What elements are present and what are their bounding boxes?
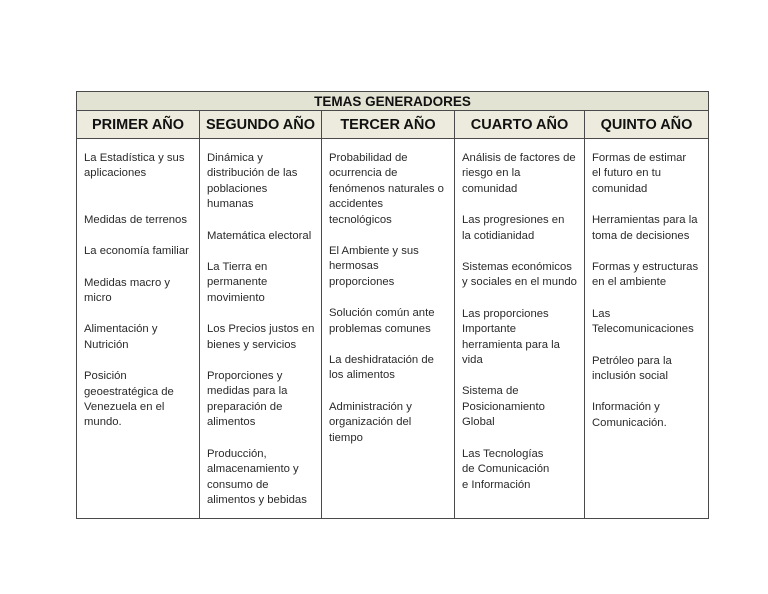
primer-ano-topics-cell xyxy=(77,139,200,519)
topic-item: Probabilidad de ocurrencia de fenómenos naturales o accidentes tecnológicos xyxy=(329,152,444,226)
topic-item: Las proporciones Importante herramienta para la vida xyxy=(462,307,560,367)
header-tercer-ano: TERCER AÑO xyxy=(322,111,455,139)
temas-generadores-table xyxy=(76,91,709,519)
topic-item: El Ambiente y sus hermosas proporciones xyxy=(329,245,419,288)
topic-item: Sistema de Posicionamiento Global xyxy=(462,385,545,429)
topic-item: Herramientas para la toma de decisiones xyxy=(592,214,698,242)
topic-item: Petróleo para la inclusión social xyxy=(592,354,672,383)
topic-item: Análisis de factores de riesgo en la comunidad xyxy=(462,152,576,195)
header-primer-ano: PRIMER AÑO xyxy=(77,111,200,139)
topic-item: Posición geoestratégica de Venezuela en el mundo. xyxy=(84,370,174,429)
header-quinto-ano: QUINTO AÑO xyxy=(585,111,709,139)
topic-item: Información y Comunicación. xyxy=(592,401,667,429)
topic-item: Formas de estimar el futuro en tu comunidad xyxy=(592,152,687,195)
tercer-ano-topics-cell xyxy=(322,139,455,519)
topic-item: Las Telecomunicaciones xyxy=(592,307,694,336)
header-segundo-ano: SEGUNDO AÑO xyxy=(200,111,322,139)
topic-item: Administración y organización del tiempo xyxy=(329,400,412,444)
topic-item: La Estadística y sus aplicaciones xyxy=(84,152,185,180)
topic-item: La economía familiar xyxy=(84,245,189,258)
topic-item: Las progresiones en la cotidianidad xyxy=(462,214,565,242)
topic-item: La deshidratación de los alimentos xyxy=(329,354,434,382)
topic-item: Los Precios justos en bienes y servicios xyxy=(207,323,315,351)
topic-item: Medidas macro y micro xyxy=(84,276,171,305)
topic-item: Proporciones y medidas para la preparación de alimentos xyxy=(207,370,288,429)
topic-item: Formas y estructuras en el ambiente xyxy=(592,261,699,289)
topic-item: Solución común ante problemas comunes xyxy=(329,307,435,335)
topic-item: Producción, almacenamiento y consumo de alimentos y bebidas xyxy=(207,447,307,506)
cuarto-ano-topics-cell xyxy=(455,139,585,519)
topic-item: Las Tecnologías de Comunicación e Información xyxy=(462,447,550,491)
topic-item: La Tierra en permanente movimiento xyxy=(207,261,268,304)
table-title: TEMAS GENERADORES xyxy=(77,92,709,111)
quinto-ano-topics-cell xyxy=(585,139,709,519)
year-header-row xyxy=(77,111,709,139)
segundo-ano-topics-cell xyxy=(200,139,322,519)
topic-item: Sistemas económicos y sociales en el mundo xyxy=(462,261,577,289)
table-title-row xyxy=(77,92,709,111)
topic-item: Matemática electoral xyxy=(207,229,312,242)
topic-item: Medidas de terrenos xyxy=(84,213,187,226)
topic-item: Alimentación y Nutrición xyxy=(84,323,158,351)
header-cuarto-ano: CUARTO AÑO xyxy=(455,111,585,139)
topic-item: Dinámica y distribución de las poblaciones humanas xyxy=(207,152,298,211)
topics-row xyxy=(77,139,709,519)
